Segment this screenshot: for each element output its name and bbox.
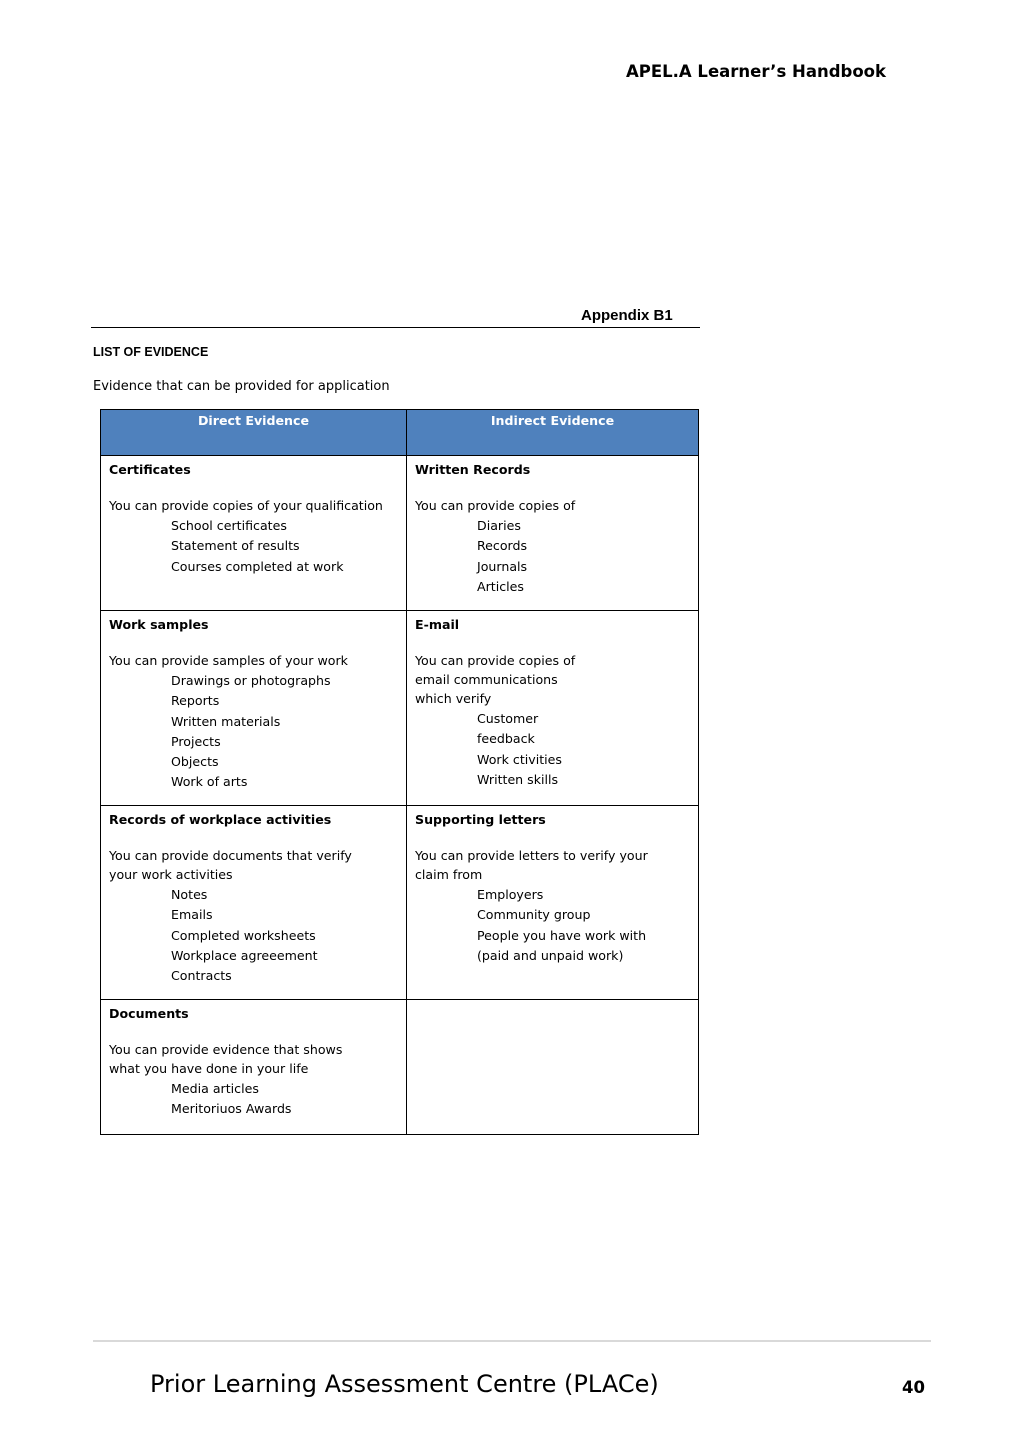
table-row bbox=[101, 806, 699, 1000]
evidence-item-list bbox=[415, 709, 690, 790]
evidence-description bbox=[415, 651, 690, 708]
description-line: You can provide copies of bbox=[415, 498, 576, 513]
footer-divider bbox=[93, 1340, 931, 1342]
appendix-divider bbox=[91, 327, 700, 328]
description-line: claim from bbox=[415, 867, 483, 882]
evidence-item: Written materials bbox=[171, 713, 281, 729]
evidence-type-title: Documents bbox=[109, 1006, 189, 1021]
description-line: You can provide samples of your work bbox=[109, 653, 348, 668]
evidence-item: Meritoriuos Awards bbox=[171, 1101, 292, 1117]
evidence-description bbox=[109, 651, 398, 670]
intro-text: Evidence that can be provided for application bbox=[93, 379, 390, 394]
evidence-table-body bbox=[101, 456, 699, 1135]
evidence-description bbox=[415, 846, 690, 884]
header-indirect-evidence: Indirect Evidence bbox=[407, 410, 699, 456]
description-line: You can provide copies of bbox=[415, 653, 576, 668]
evidence-item: (paid and unpaid work) bbox=[477, 947, 624, 963]
table-row bbox=[101, 611, 699, 806]
description-line: You can provide letters to verify your bbox=[415, 848, 648, 863]
footer-text: Prior Learning Assessment Centre (PLACe) bbox=[150, 1370, 659, 1398]
evidence-item-list bbox=[109, 1079, 398, 1120]
table-row bbox=[101, 456, 699, 611]
indirect-evidence-cell bbox=[407, 611, 699, 806]
appendix-label: Appendix B1 bbox=[581, 307, 673, 324]
evidence-item: Employers bbox=[477, 887, 544, 902]
evidence-item: School certificates bbox=[171, 518, 287, 533]
evidence-item: People you have work with bbox=[477, 927, 647, 943]
evidence-type-title: Supporting letters bbox=[415, 812, 546, 827]
evidence-item: Contracts bbox=[171, 968, 232, 984]
direct-evidence-cell bbox=[101, 611, 407, 806]
evidence-item-list bbox=[415, 516, 690, 597]
direct-evidence-cell bbox=[101, 1000, 407, 1135]
description-line: You can provide copies of your qualification bbox=[109, 498, 383, 513]
evidence-item: Completed worksheets bbox=[171, 927, 316, 943]
evidence-item: Workplace agreeement bbox=[171, 947, 318, 963]
evidence-item: Diaries bbox=[477, 518, 521, 533]
description-line: You can provide documents that verify bbox=[109, 848, 352, 863]
indirect-evidence-cell bbox=[407, 1000, 699, 1135]
evidence-item-list bbox=[109, 885, 398, 986]
evidence-item: Records bbox=[477, 538, 528, 554]
evidence-table bbox=[100, 409, 699, 1135]
section-heading: LIST OF EVIDENCE bbox=[93, 345, 209, 359]
description-line: which verify bbox=[415, 691, 492, 706]
description-line: your work activities bbox=[109, 867, 233, 882]
description-line: what you have done in your life bbox=[109, 1061, 309, 1076]
evidence-item: Courses completed at work bbox=[171, 558, 344, 574]
evidence-item-list bbox=[109, 671, 398, 793]
indirect-evidence-cell bbox=[407, 806, 699, 1000]
evidence-type-title: Records of workplace activities bbox=[109, 812, 332, 827]
evidence-item: Reports bbox=[171, 693, 220, 709]
evidence-item: Customer bbox=[477, 711, 539, 726]
description-line: email communications bbox=[415, 672, 558, 687]
evidence-item: Projects bbox=[171, 733, 221, 749]
direct-evidence-cell bbox=[101, 456, 407, 611]
evidence-item: Journals bbox=[477, 558, 528, 574]
evidence-type-title: Written Records bbox=[415, 462, 531, 477]
evidence-description bbox=[109, 496, 398, 515]
handbook-title: APEL.A Learner’s Handbook bbox=[626, 62, 886, 81]
evidence-item: Statement of results bbox=[171, 538, 300, 554]
evidence-item: feedback bbox=[477, 731, 535, 747]
description-line: You can provide evidence that shows bbox=[109, 1042, 343, 1057]
direct-evidence-cell bbox=[101, 806, 407, 1000]
evidence-item: Notes bbox=[171, 887, 208, 902]
evidence-description bbox=[415, 496, 690, 515]
evidence-item: Drawings or photographs bbox=[171, 673, 331, 688]
evidence-item: Articles bbox=[477, 578, 524, 594]
evidence-item: Community group bbox=[477, 907, 591, 923]
evidence-type-title: E-mail bbox=[415, 617, 460, 632]
evidence-item: Written skills bbox=[477, 771, 559, 787]
evidence-item: Work of arts bbox=[171, 774, 248, 790]
indirect-evidence-cell bbox=[407, 456, 699, 611]
evidence-item: Media articles bbox=[171, 1081, 259, 1096]
table-row bbox=[101, 1000, 699, 1135]
evidence-item-list bbox=[415, 885, 690, 966]
evidence-item-list bbox=[109, 516, 398, 577]
evidence-item: Emails bbox=[171, 907, 213, 923]
page-number: 40 bbox=[902, 1378, 925, 1397]
evidence-type-title: Work samples bbox=[109, 617, 209, 632]
table-header-row bbox=[101, 410, 699, 456]
evidence-item: Objects bbox=[171, 754, 219, 770]
evidence-item: Work ctivities bbox=[477, 751, 562, 767]
header-direct-evidence: Direct Evidence bbox=[101, 410, 407, 456]
evidence-description bbox=[109, 1040, 398, 1078]
evidence-description bbox=[109, 846, 398, 884]
evidence-type-title: Certificates bbox=[109, 462, 191, 477]
